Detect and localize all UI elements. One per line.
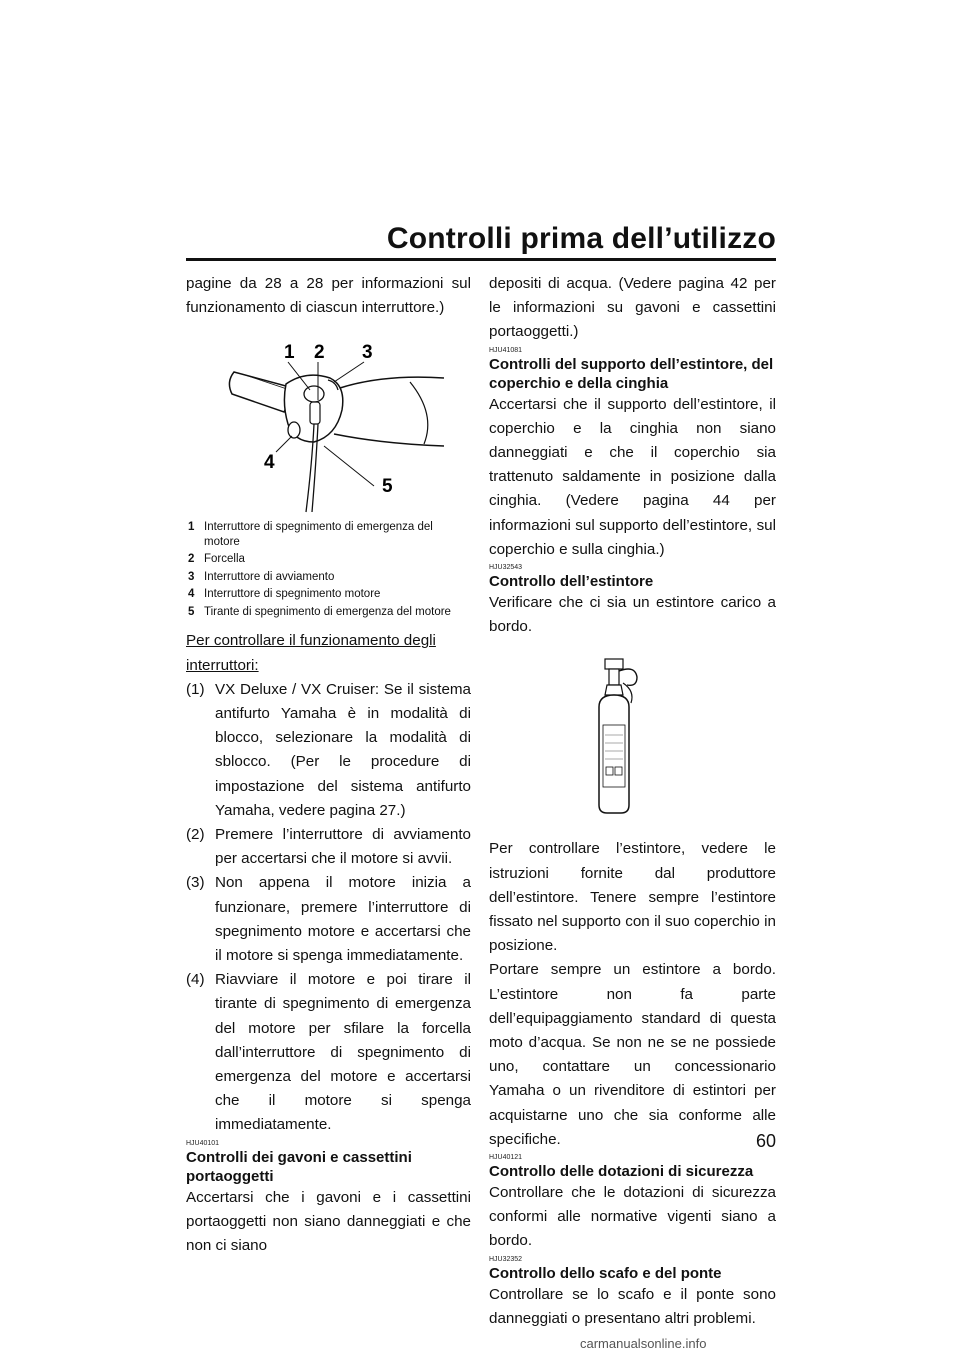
section-code: HJU32352 xyxy=(489,1255,523,1263)
callout-3: 3 xyxy=(362,342,373,364)
section-code: HJU40101 xyxy=(186,1139,220,1147)
callout-4: 4 xyxy=(264,452,275,474)
extinguisher-onboard-text: Portare sempre un estintore a bordo. L’estintore non fa parte dell’equipaggiamento standard di questa moto d’acqua. Se non ne se ne possiede uno, contattare un concessionario Yamaha o un rivenditore di estintori per acquistarne uno che sia conforme alle specifiche. xyxy=(489,961,776,1148)
steps-list xyxy=(186,678,471,1138)
section-body-safety-equipment: Controllare che le dotazioni di sicurezza conformi alle normative vigenti siano a bordo. xyxy=(489,1184,776,1250)
page-number: 60 xyxy=(755,1131,776,1151)
footer-watermark: carmanualsonline.info xyxy=(580,1336,707,1351)
step-item: (4) Riavviare il motore e poi tirare il tirante di spegnimento di emergenza del motore per sfilare la forcella dall’interruttore di spegnimento di emergenza del motore e accertarsi che il motore si spenga immediatamente. xyxy=(186,971,471,1134)
section-title-storage: Controlli dei gavoni e cassettini portaoggetti xyxy=(186,1148,412,1185)
callout-1: 1 xyxy=(284,342,295,364)
step-item: (3) Non appena il motore inizia a funzionare, premere l’interruttore di spegnimento motore e accertarsi che il motore si spenga immediatamente. xyxy=(186,874,471,965)
callout-2: 2 xyxy=(314,342,325,364)
page-header-title: Controlli prima dell’utilizzo xyxy=(386,222,776,255)
legend-item: 3 Interruttore di avviamento xyxy=(188,570,335,583)
section-code: HJU41081 xyxy=(489,346,523,354)
legend-item: 5 Tirante di spegnimento di emergenza del motore xyxy=(188,605,451,618)
section-body-storage: Accertarsi che i gavoni e i cassettini portaoggetti non siano danneggiati e che non ci siano xyxy=(186,1188,471,1255)
section-body-extinguisher-holder: Accertarsi che il supporto dell’estintore, il coperchio e la cinghia non siano danneggiati e che il coperchio sia trattenuto saldamente in posizione dalla cinghia. (Vedere pagina 44 per informazioni sul supporto dell’estintore, sul coperchio e sulla cinghia.) xyxy=(489,395,776,558)
step-item: (1) VX Deluxe / VX Cruiser: Se il sistema antifurto Yamaha è in modalità di blocco, selezionare la modalità di sblocco. (Per le procedure di impostazione del sistema antifurto Yamaha, vedere pagina 27.) xyxy=(186,680,471,819)
legend-item: 2 Forcella xyxy=(188,553,245,566)
section-code: HJU40121 xyxy=(489,1154,523,1162)
section-body-hull-deck: Controllare se lo scafo e il ponte sono danneggiati o presentano altri problemi. xyxy=(489,1285,776,1327)
section-code: HJU32543 xyxy=(489,564,523,572)
section-title-extinguisher: Controllo dell’estintore xyxy=(489,573,654,591)
figure-legend xyxy=(186,520,471,619)
steps-heading: Per controllare il funzionamento degli interruttori: xyxy=(186,632,436,674)
intro-text: pagine da 28 a 28 per informazioni sul funzionamento di ciascun interruttore.) xyxy=(186,275,471,317)
extinguisher-check-text: Per controllare l’estintore, vedere le istruzioni fornite dal produttore dell’estintore. Tenere sempre l’estintore fissato nel supporto con il suo coperchio in posizione. xyxy=(489,840,776,955)
header-rule xyxy=(186,258,776,261)
section-title-safety-equipment: Controllo delle dotazioni di sicurezza xyxy=(489,1163,754,1181)
legend-item: 1 Interruttore di spegnimento di emergenza del motore xyxy=(188,521,433,548)
legend-item: 4 Interruttore di spegnimento motore xyxy=(188,588,381,601)
storage-continued-text: depositi di acqua. (Vedere pagina 42 per le informazioni su gavoni e cassettini portaoggetti.) xyxy=(489,275,776,341)
callout-5: 5 xyxy=(382,476,393,498)
fire-extinguisher-illustration xyxy=(583,655,663,817)
right-column xyxy=(489,272,776,1331)
section-title-extinguisher-holder: Controlli del supporto dell’estintore, del coperchio e della cinghia xyxy=(489,355,774,392)
step-item: (2) Premere l’interruttore di avviamento per accertarsi che il motore si avvii. xyxy=(186,826,471,868)
section-title-hull-deck: Controllo dello scafo e del ponte xyxy=(489,1264,722,1282)
left-column xyxy=(186,272,471,1258)
section-body-extinguisher: Verificare che ci sia un estintore carico a bordo. xyxy=(489,594,776,636)
handlebar-switch-illustration xyxy=(214,334,444,514)
